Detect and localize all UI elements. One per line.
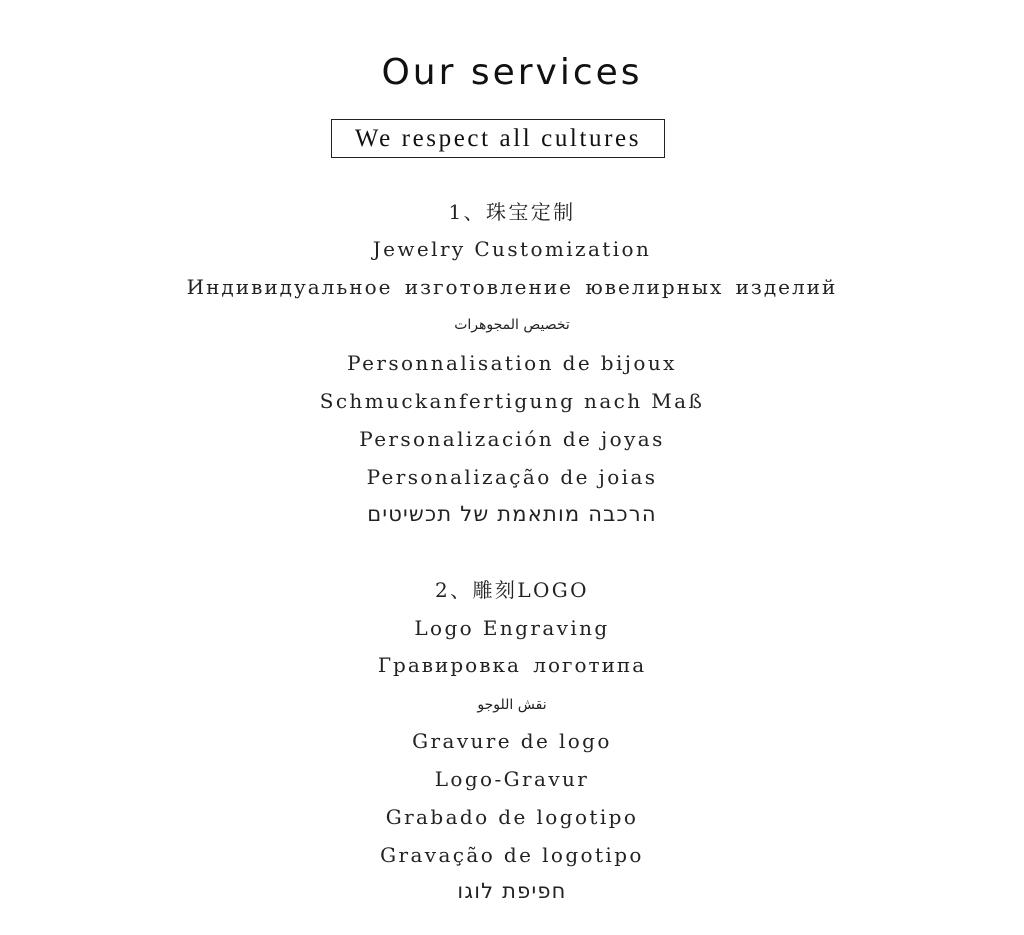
translation-pt: Gravação de logotipo — [380, 843, 644, 867]
page-title: Our services — [381, 52, 643, 93]
translation-es: Personalización de joyas — [359, 427, 665, 451]
translation-he: חפיפת לוגו — [457, 879, 567, 903]
translation-en: Jewelry Customization — [372, 237, 652, 261]
translation-ar: تخصيص المجوهرات — [454, 317, 570, 333]
translation-he: הרכבה מותאמת של תכשיטים — [367, 502, 657, 526]
translation-ru: Гравировка логотипа — [377, 653, 647, 677]
section-heading: 1、珠宝定制 — [448, 200, 576, 224]
translation-de: Logo-Gravur — [434, 767, 590, 791]
translation-fr: Personnalisation de bijoux — [347, 351, 677, 375]
translation-ar: نقش اللوجو — [477, 697, 547, 713]
tagline-box — [331, 119, 665, 158]
section-heading: 2、雕刻LOGO — [435, 578, 589, 602]
translation-pt: Personalização de joias — [366, 465, 658, 489]
translation-fr: Gravure de logo — [412, 729, 612, 753]
translation-ru: Индивидуальное изготовление ювелирных изделий — [186, 275, 838, 299]
translation-de: Schmuckanfertigung nach Maß — [319, 389, 705, 413]
tagline: We respect all cultures — [354, 124, 642, 152]
translation-en: Logo Engraving — [414, 616, 610, 640]
translation-es: Grabado de logotipo — [385, 805, 639, 829]
